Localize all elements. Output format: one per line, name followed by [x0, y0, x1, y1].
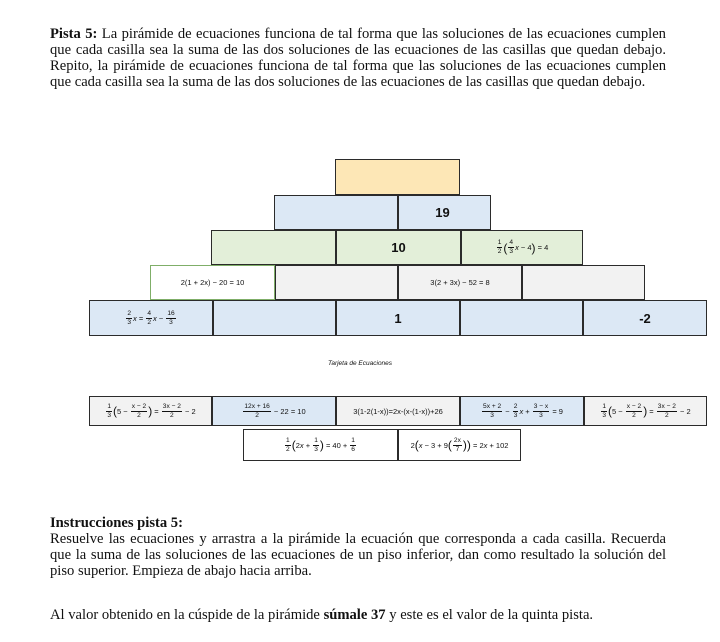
pyramid-row5-value-right: -2 — [639, 310, 651, 326]
equation-card-5[interactable]: $\frac{1}{3}$ ( 5 − $\frac{x - 2}{2}$ ) = $\frac{3x - 2}{2}$ − 2 — [584, 396, 707, 426]
pyramid-row4-cell-2[interactable] — [275, 265, 398, 300]
equation-card-7[interactable]: 2 ( x − 3 + 9 ( $\frac{2x}{7}$ ) ) = 2 x + 102 — [398, 429, 521, 461]
pyramid-row2-cell-2 — [398, 195, 491, 230]
instructions-text: Resuelve las ecuaciones y arrastra a la pirámide la ecuación que corresponda a cada casilla. Recuerda que la suma de las soluciones de las ecuaciones de un piso inferior, dan como resultado la solución del piso superior. Empieza de abajo hacia arriba. — [50, 531, 666, 579]
hint-paragraph — [50, 26, 666, 90]
pyramid-row4-equation-mid: 3(2 + 3x) − 52 = 8 — [430, 278, 490, 287]
equation-card-3[interactable] — [336, 396, 460, 426]
pyramid-row4-cell-1 — [150, 265, 275, 300]
pyramid-row3-value: 10 — [391, 240, 406, 255]
pyramid-row4-cell-3 — [398, 265, 522, 300]
pyramid-row2-value: 19 — [435, 205, 450, 220]
pyramid-row5-cell-4[interactable] — [460, 300, 583, 336]
equation-card-2[interactable]: $\frac{12x + 16}{2}$ − 22 = 10 — [212, 396, 336, 426]
equation-card-6[interactable]: $\frac{1}{2}$ ( 2 x + $\frac{1}{3}$ ) = 40 + $\frac{1}{6}$ — [243, 429, 398, 461]
pyramid-row5-cell-2[interactable] — [213, 300, 336, 336]
pyramid-row5-cell-5 — [583, 300, 707, 336]
pyramid-row2-cell-1[interactable] — [274, 195, 398, 230]
instructions-title: Instrucciones pista 5: — [50, 515, 183, 531]
pyramid-row3-cell-1[interactable] — [211, 230, 336, 265]
pyramid-row4-equation-left: 2(1 + 2x) − 20 = 10 — [180, 278, 245, 287]
cards-title: Tarjeta de Ecuaciones — [327, 360, 393, 367]
final-bold: súmale 37 — [323, 607, 386, 623]
pyramid-row5-equation-left: $\frac{2}{3}$ x = $\frac{4}{2}$ x − $\frac{16}{3}$ — [127, 309, 175, 326]
equation-card-1[interactable]: $\frac{1}{3}$ ( 5 − $\frac{x - 2}{2}$ ) = $\frac{3x - 2}{2}$ − 2 — [89, 396, 212, 426]
pyramid-row5-cell-1 — [89, 300, 213, 336]
instructions-final: Al valor obtenido en la cúspide de la pirámide súmale 37 y este es el valor de la quinta pista. — [50, 607, 594, 623]
pyramid-row5-cell-3 — [336, 300, 460, 336]
pyramid-row4-cell-4[interactable] — [522, 265, 645, 300]
pyramid-row3-equation: $\frac{1}{2}$ ( $\frac{4}{3}$ x − 4 ) = 4 — [497, 239, 549, 255]
pyramid-row5-value-mid: 1 — [394, 310, 402, 326]
equation-card-4[interactable]: $\frac{5x + 2}{3}$ − $\frac{2}{3}$ x + $\frac{3 - x}{3}$ = 9 — [460, 396, 584, 426]
pyramid-top-cell[interactable] — [335, 159, 460, 195]
hint-text: La pirámide de ecuaciones funciona de tal forma que las soluciones de las ecuaciones cumplen que cada casilla sea la suma de las dos soluciones de las ecuaciones de las casillas que quedan debajo. Repito, la pirámide de ecuaciones funciona de tal forma que las soluciones de las ecuaciones cumplen que cada casilla sea la suma de las dos soluciones de las ecuaciones de las casillas que quedan debajo. — [50, 26, 666, 90]
equation-card-3-text: 3(1-2(1-x))=2x-(x-(1-x))+26 — [353, 406, 443, 416]
pyramid-row3-cell-3 — [461, 230, 583, 265]
hint-label: Pista 5: — [50, 26, 98, 42]
pyramid-row3-cell-2 — [336, 230, 461, 265]
